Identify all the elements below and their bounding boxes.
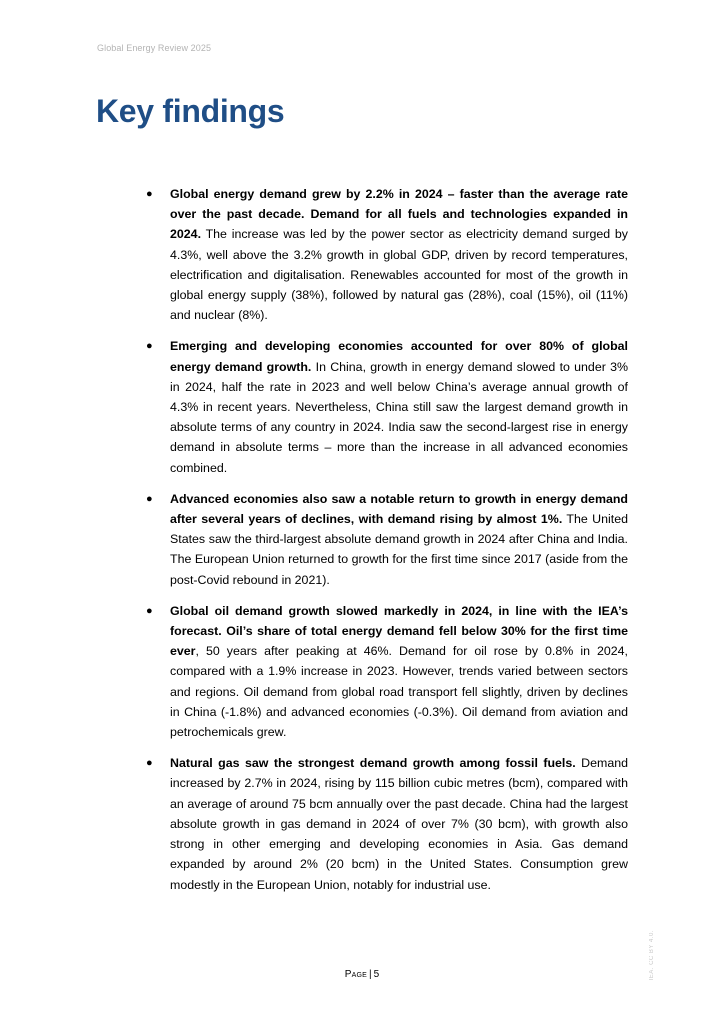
- finding-item: [140, 336, 628, 477]
- page-label: Page: [344, 969, 368, 980]
- license-watermark: IEA. CC BY 4.0.: [649, 930, 655, 981]
- bullet-icon: ●: [146, 757, 153, 770]
- finding-item: [140, 489, 628, 590]
- finding-body: , 50 years after peaking at 46%. Demand for oil rose by 0.8% in 2024, compared with a 1.9% increase in 2023. However, trends varied between sectors and regions. Oil demand from global road transport fell slightly, driven by declines in China (-1.8%) and advanced economies (-0.3%). Oil demand from aviation and petrochemicals grew.: [170, 644, 628, 740]
- finding-body: The United States saw the third-largest absolute demand growth in 2024 after China and India. The European Union returned to growth for the first time since 2017 (aside from the post-Covid rebound in 2021).: [170, 512, 628, 587]
- finding-lead: Global energy demand grew by 2.2% in 2024 – faster than the average rate over the past decade. Demand for all fuels and technologies expanded in 2024.: [170, 187, 628, 242]
- finding-body: In China, growth in energy demand slowed to under 3% in 2024, half the rate in 2023 and well below China’s average annual growth of 4.3% in recent years. Nevertheless, China still saw the largest demand growth in absolute terms of any country in 2024. India saw the second-largest rise in energy demand in absolute terms – more than the increase in all advanced economies combined.: [170, 359, 628, 475]
- bullet-icon: ●: [146, 604, 153, 617]
- finding-item: [140, 601, 628, 742]
- finding-body: Demand increased by 2.7% in 2024, rising by 115 billion cubic metres (bcm), compared with an average of around 75 bcm annually over the past decade. China had the largest absolute growth in gas demand in 2024 of over 7% (30 bcm), with growth also strong in other emerging and developing economies in Asia. Gas demand expanded by around 2% (20 bcm) in the United States. Consumption grew modestly in the European Union, notably for industrial use.: [170, 756, 629, 892]
- finding-lead: Global oil demand growth slowed markedly in 2024, in line with the IEA’s forecast. Oil’s share of total energy demand fell below 30% for the first time ever: [170, 603, 628, 659]
- finding-lead: Advanced economies also saw a notable return to growth in energy demand after several years of declines, with demand rising by almost 1%.: [170, 491, 628, 527]
- page-footer: [0, 969, 724, 980]
- running-header: Global Energy Review 2025: [97, 43, 212, 53]
- key-findings-list: [140, 184, 628, 906]
- page-separator: |: [369, 969, 372, 980]
- finding-body: The increase was led by the power sector as electricity demand surged by 4.3%, well above the 3.2% growth in global GDP, driven by record temperatures, electrification and digitalisation. Renewables accounted for most of the growth in global energy supply (38%), followed by natural gas (28%), coal (15%), oil (11%) and nuclear (8%).: [170, 227, 628, 323]
- bullet-icon: ●: [146, 340, 153, 353]
- finding-item: [140, 184, 628, 325]
- bullet-icon: ●: [146, 188, 153, 200]
- bullet-icon: ●: [146, 492, 153, 505]
- page-number: 5: [373, 969, 380, 980]
- finding-lead: Emerging and developing economies accounted for over 80% of global energy demand growth.: [170, 339, 628, 374]
- finding-lead: Natural gas saw the strongest demand growth among fossil fuels.: [170, 756, 576, 771]
- page-title: Key findings: [96, 93, 285, 129]
- finding-item: [140, 753, 628, 894]
